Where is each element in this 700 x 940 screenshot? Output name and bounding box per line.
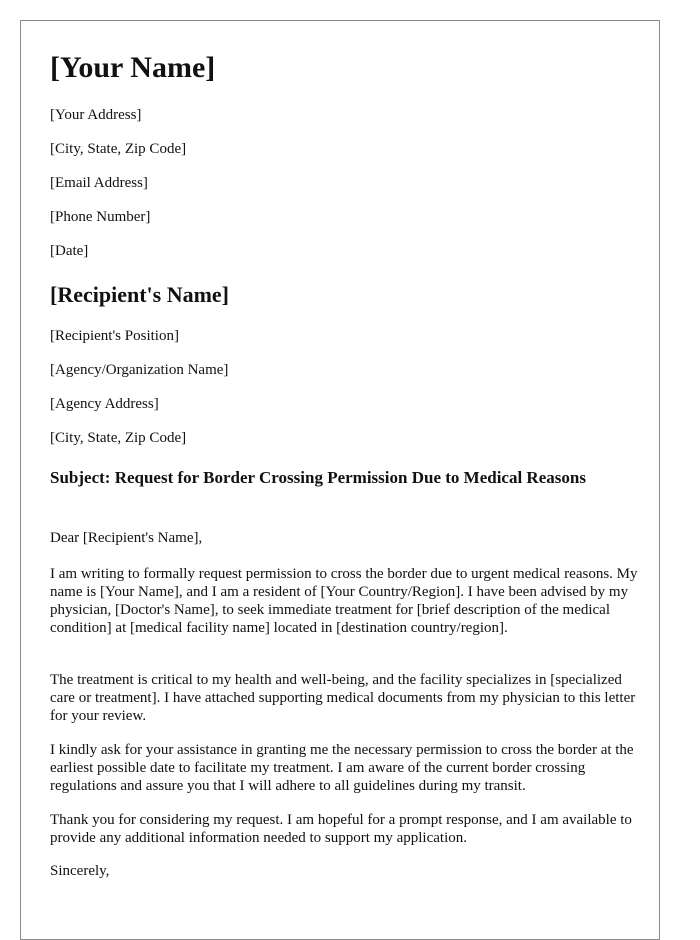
- sender-address: [Your Address]: [50, 107, 142, 123]
- recipient-agency: [Agency/Organization Name]: [50, 362, 229, 378]
- subject-line: Subject: Request for Border Crossing Permission Due to Medical Reasons: [50, 468, 586, 487]
- sender-city-state-zip: [City, State, Zip Code]: [50, 141, 187, 157]
- sender-email: [Email Address]: [50, 175, 148, 191]
- body-paragraph-1: I am writing to formally request permission to cross the border due to urgent medical reasons. My name is [Your Name], and I am a resident of [Your Country/Region]. I have been advised by my physician, [Doctor's Name], to seek immediate treatment for [brief description of the medical condition] at [medical facility name] located in [destination country/region].: [50, 566, 638, 636]
- salutation: Dear [Recipient's Name],: [50, 530, 203, 546]
- recipient-name: [Recipient's Name]: [50, 282, 230, 307]
- body-paragraph-4: Thank you for considering my request. I am hopeful for a prompt response, and I am available to provide any additional information needed to support my application.: [50, 812, 632, 846]
- body-paragraph-3: I kindly ask for your assistance in granting me the necessary permission to cross the border at the earliest possible date to facilitate my treatment. I am aware of the current border crossing regulations and assure you that I will adhere to all guidelines during my transit.: [50, 742, 634, 794]
- body-paragraph-2: The treatment is critical to my health and well-being, and the facility specializes in [specialized care or treatment]. I have attached supporting medical documents from my physician to this letter for your review.: [50, 672, 636, 724]
- sender-name: [Your Name]: [50, 51, 216, 84]
- letter-page: [20, 20, 660, 940]
- recipient-position: [Recipient's Position]: [50, 328, 179, 344]
- sender-phone: [Phone Number]: [50, 209, 151, 225]
- recipient-address: [Agency Address]: [50, 396, 159, 412]
- recipient-city-state-zip: [City, State, Zip Code]: [50, 430, 187, 446]
- letter-date: [Date]: [50, 243, 89, 259]
- closing: Sincerely,: [50, 863, 110, 879]
